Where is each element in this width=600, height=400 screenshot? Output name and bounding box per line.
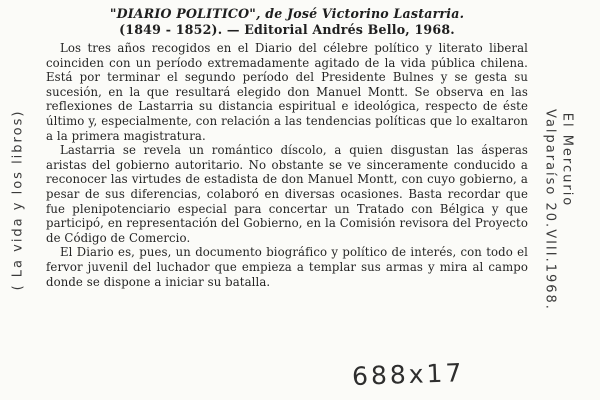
handwritten-source-note: El Mercurio (559, 112, 575, 208)
review-paragraph-3: El Diario es, pues, un documento biográfico y político de interés, con todo el fervor juvenil del luchador que empieza a templar sus armas y mira al campo donde se dispone a iniciar su batalla. (46, 245, 528, 289)
clipping-headline (46, 6, 528, 22)
handwritten-section-note: ( La vida y los libros) (10, 109, 26, 291)
review-paragraph-2: Lastarria se revela un romántico díscolo, a quien disgustan las ásperas aristas del gobierno autoritario. No obstante se ve sinceramente conducido a reconocer las virtudes de estadista de don Manuel Montt, con cuyo gobierno, a pesar de sus diferencias, colaboró en diversas ocasiones. Basta recordar que fue plenipotenciario especial para concertar un Tratado con Bélgica y que participó, en representación del Gobierno, en la Comisión revisora del Proyecto de Código de Comercio. (46, 143, 528, 245)
book-title: "DIARIO POLITICO", (109, 6, 261, 21)
book-author: de José Victorino Lastarria. (265, 6, 465, 21)
book-publication-info: (1849 - 1852). — Editorial Andrés Bello, 1968. (119, 22, 455, 37)
handwritten-date-note: Valparaíso 20.VIII.1968. (542, 109, 558, 311)
handwritten-catalog-number: 688x17 (351, 358, 465, 391)
review-body (46, 41, 528, 289)
newspaper-clipping (46, 6, 528, 378)
review-paragraph-1: Los tres años recogidos en el Diario del célebre político y literato liberal coinciden con un período extremadamente agitado de la vida pública chilena. Está por terminar el segundo período del Presidente Bulnes y se gesta su sucesión, en la que resultará elegido don Manuel Montt. Se observa en las reflexiones de Lastarria su distancia espiritual e ideológica, respecto de éste último y, especialmente, con relación a las tendencias políticas que lo exaltaron a la primera magistratura. (46, 41, 528, 143)
